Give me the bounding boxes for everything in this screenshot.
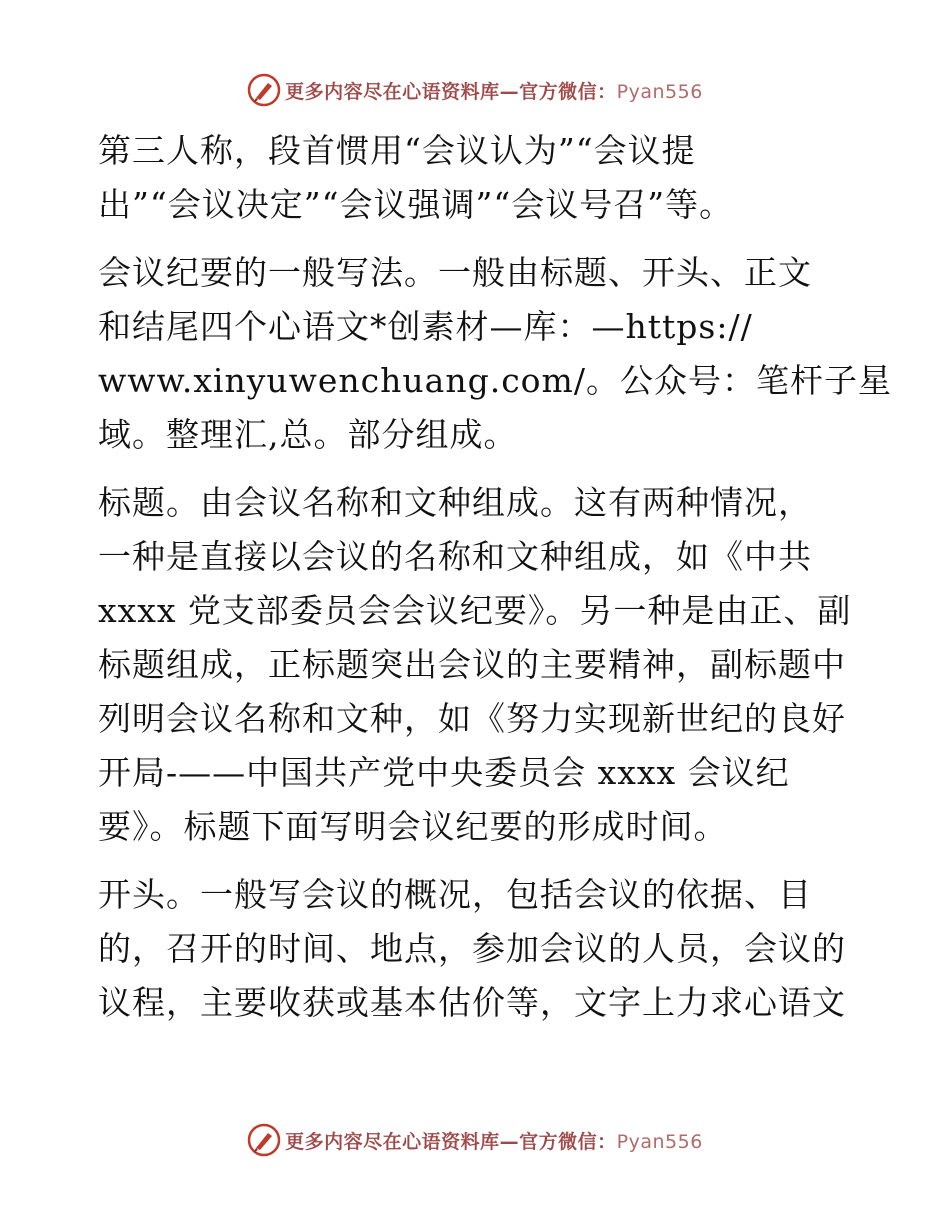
paragraph <box>98 246 892 462</box>
text-line: www.xinyuwenchuang.com/。公众号：笔杆子星 <box>98 361 892 400</box>
text-line: 第三人称，段首惯用“会议认为”“会议提 <box>98 131 696 170</box>
paragraph <box>98 476 858 854</box>
text-line: 标题组成，正标题突出会议的主要精神，副标题中 <box>98 645 846 684</box>
footer-watermark-text: 更多内容尽在心语资料库—官方微信：Pyan556 <box>285 1130 703 1153</box>
text-line: 要》。标题下面写明会议纪要的形成时间。 <box>98 807 728 846</box>
text-line: 议程，主要收获或基本估价等，文字上力求心语文 <box>98 983 846 1022</box>
text-line: 一种是直接以会议的名称和文种组成，如《中共 <box>98 537 812 576</box>
paragraph <box>98 124 858 232</box>
text-line: 的，召开的时间、地点，参加会议的人员，会议的 <box>98 929 846 968</box>
text-line: 开局-——中国共产党中央委员会 xxxx 会议纪 <box>98 753 790 792</box>
paragraph <box>98 868 858 1030</box>
text-line: 和结尾四个心语文*创素材—库：—https:// <box>98 307 753 346</box>
header-watermark <box>0 70 950 110</box>
pen-logo-icon <box>247 1123 281 1157</box>
pen-logo-icon <box>247 73 281 107</box>
text-line: 会议纪要的一般写法。一般由标题、开头、正文 <box>98 253 812 292</box>
header-watermark-text: 更多内容尽在心语资料库—官方微信：Pyan556 <box>285 80 703 103</box>
text-line: xxxx 党支部委员会会议纪要》。另一种是由正、副 <box>98 591 852 630</box>
text-line: 列明会议名称和文种，如《努力实现新世纪的良好 <box>98 699 846 738</box>
text-line: 开头。一般写会议的概况，包括会议的依据、目 <box>98 875 812 914</box>
document-body <box>98 124 892 1030</box>
text-line: 标题。由会议名称和文种组成。这有两种情况， <box>98 483 812 522</box>
text-line: 出”“会议决定”“会议强调”“会议号召”等。 <box>98 185 734 224</box>
text-line: 域。整理汇,总。部分组成。 <box>98 415 518 454</box>
footer-watermark <box>0 1120 950 1160</box>
